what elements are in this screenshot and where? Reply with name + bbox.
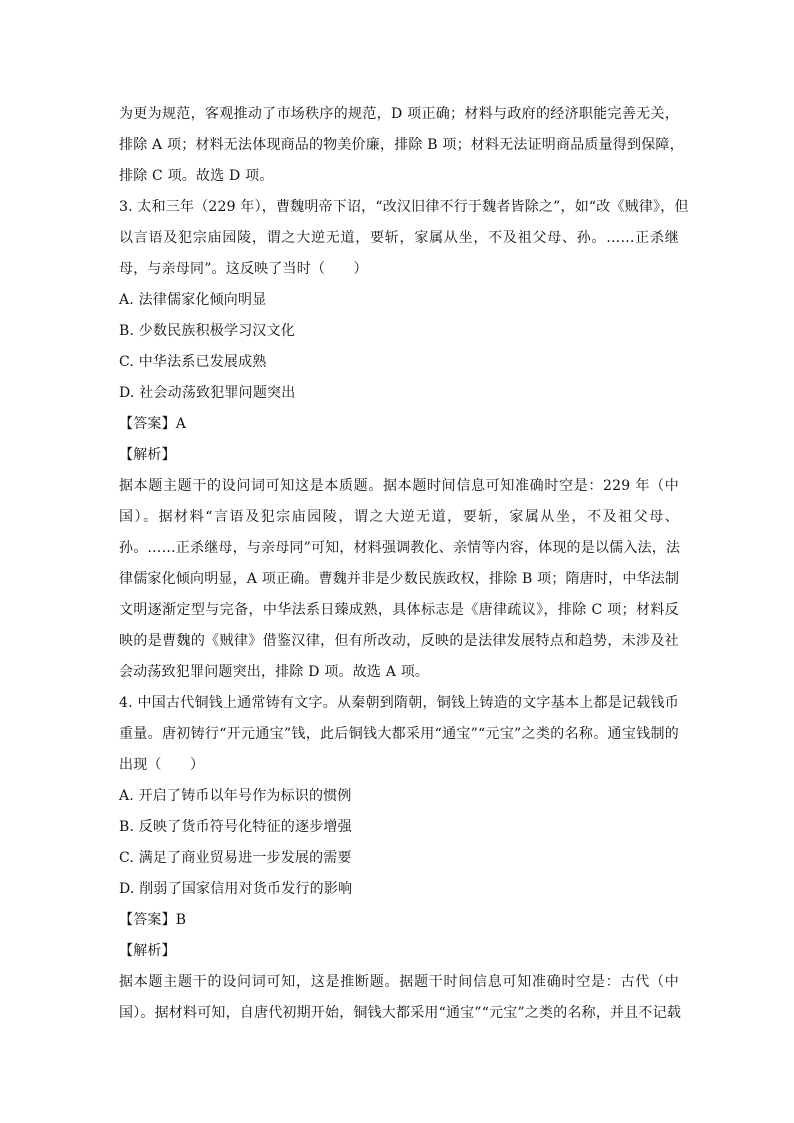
option-d: D. 社会动荡致犯罪问题突出 [119,385,296,401]
question-4-stem: 4. 中国古代铜钱上通常铸有文字。从秦朝到隋朝，铜钱上铸造的文字基本上都是记载钱币 [119,695,679,711]
option-b: B. 反映了货币符号化特征的逐步增强 [119,819,352,835]
text-line: 为更为规范，客观推动了市场秩序的规范，D 项正确；材料与政府的经济职能完善无关， [119,106,679,122]
option-c: C. 满足了商业贸易进一步发展的需要 [119,850,352,866]
text-line: 映的是曹魏的《贼律》借鉴汉律，但有所改动，反映的是法律发展特点和趋势，未涉及社 [119,633,679,649]
text-line: 排除 C 项。故选 D 项。 [119,168,274,184]
text-line: 孙。……正杀继母，与亲母同”可知，材料强调教化、亲情等内容，体现的是以儒入法，法 [119,540,681,556]
option-b: B. 少数民族积极学习汉文化 [119,323,295,339]
text-line: 国）。据材料“言语及犯宗庙园陵，谓之大逆无道，要斩，家属从坐，不及祖父母、 [119,509,679,525]
text-line: 文明逐渐定型与完备，中华法系日臻成熟，具体标志是《唐律疏议》，排除 C 项；材料反 [119,602,679,618]
option-c: C. 中华法系已发展成熟 [119,354,267,370]
answer-label: 【答案】A [119,416,187,432]
option-a: A. 法律儒家化倾向明显 [119,292,267,308]
analysis-label: 【解析】 [119,447,176,463]
text-line: 排除 A 项；材料无法体现商品的物美价廉，排除 B 项；材料无法证明商品质量得到保障， [119,137,684,153]
analysis-label: 【解析】 [119,943,176,959]
text-line: 国）。据材料可知，自唐代初期开始，铜钱大都采用“通宝”“元宝”之类的名称，并且不记载 [119,1005,682,1021]
text-line: 出现（ ） [119,757,205,773]
text-line: 母，与亲母同”。这反映了当时（ ） [119,261,368,277]
text-line: 据本题主题干的设问词可知，这是推断题。据题干时间信息可知准确时空是：古代（中 [119,974,679,990]
option-d: D. 削弱了国家信用对货币发行的影响 [119,881,353,897]
text-line: 据本题主题干的设问词可知这是本质题。据本题时间信息可知准确时空是：229 年（中 [119,478,679,494]
answer-label: 【答案】B [119,912,187,928]
text-line: 律儒家化倾向明显，A 项正确。曹魏并非是少数民族政权，排除 B 项；隋唐时，中华法制 [119,571,680,587]
question-3-stem: 3. 太和三年（229 年），曹魏明帝下诏，“改汉旧律不行于魏者皆除之”，如“改《贼律》，但 [119,199,689,215]
option-a: A. 开启了铸币以年号作为标识的惯例 [119,788,352,804]
text-line: 以言语及犯宗庙园陵，谓之大逆无道，要斩，家属从坐，不及祖父母、孙。……正杀继 [119,230,679,246]
text-line: 会动荡致犯罪问题突出，排除 D 项。故选 A 项。 [119,664,430,680]
text-line: 重量。唐初铸行“开元通宝”钱，此后铜钱大都采用“通宝”“元宝”之类的名称。通宝钱制的 [119,726,679,742]
